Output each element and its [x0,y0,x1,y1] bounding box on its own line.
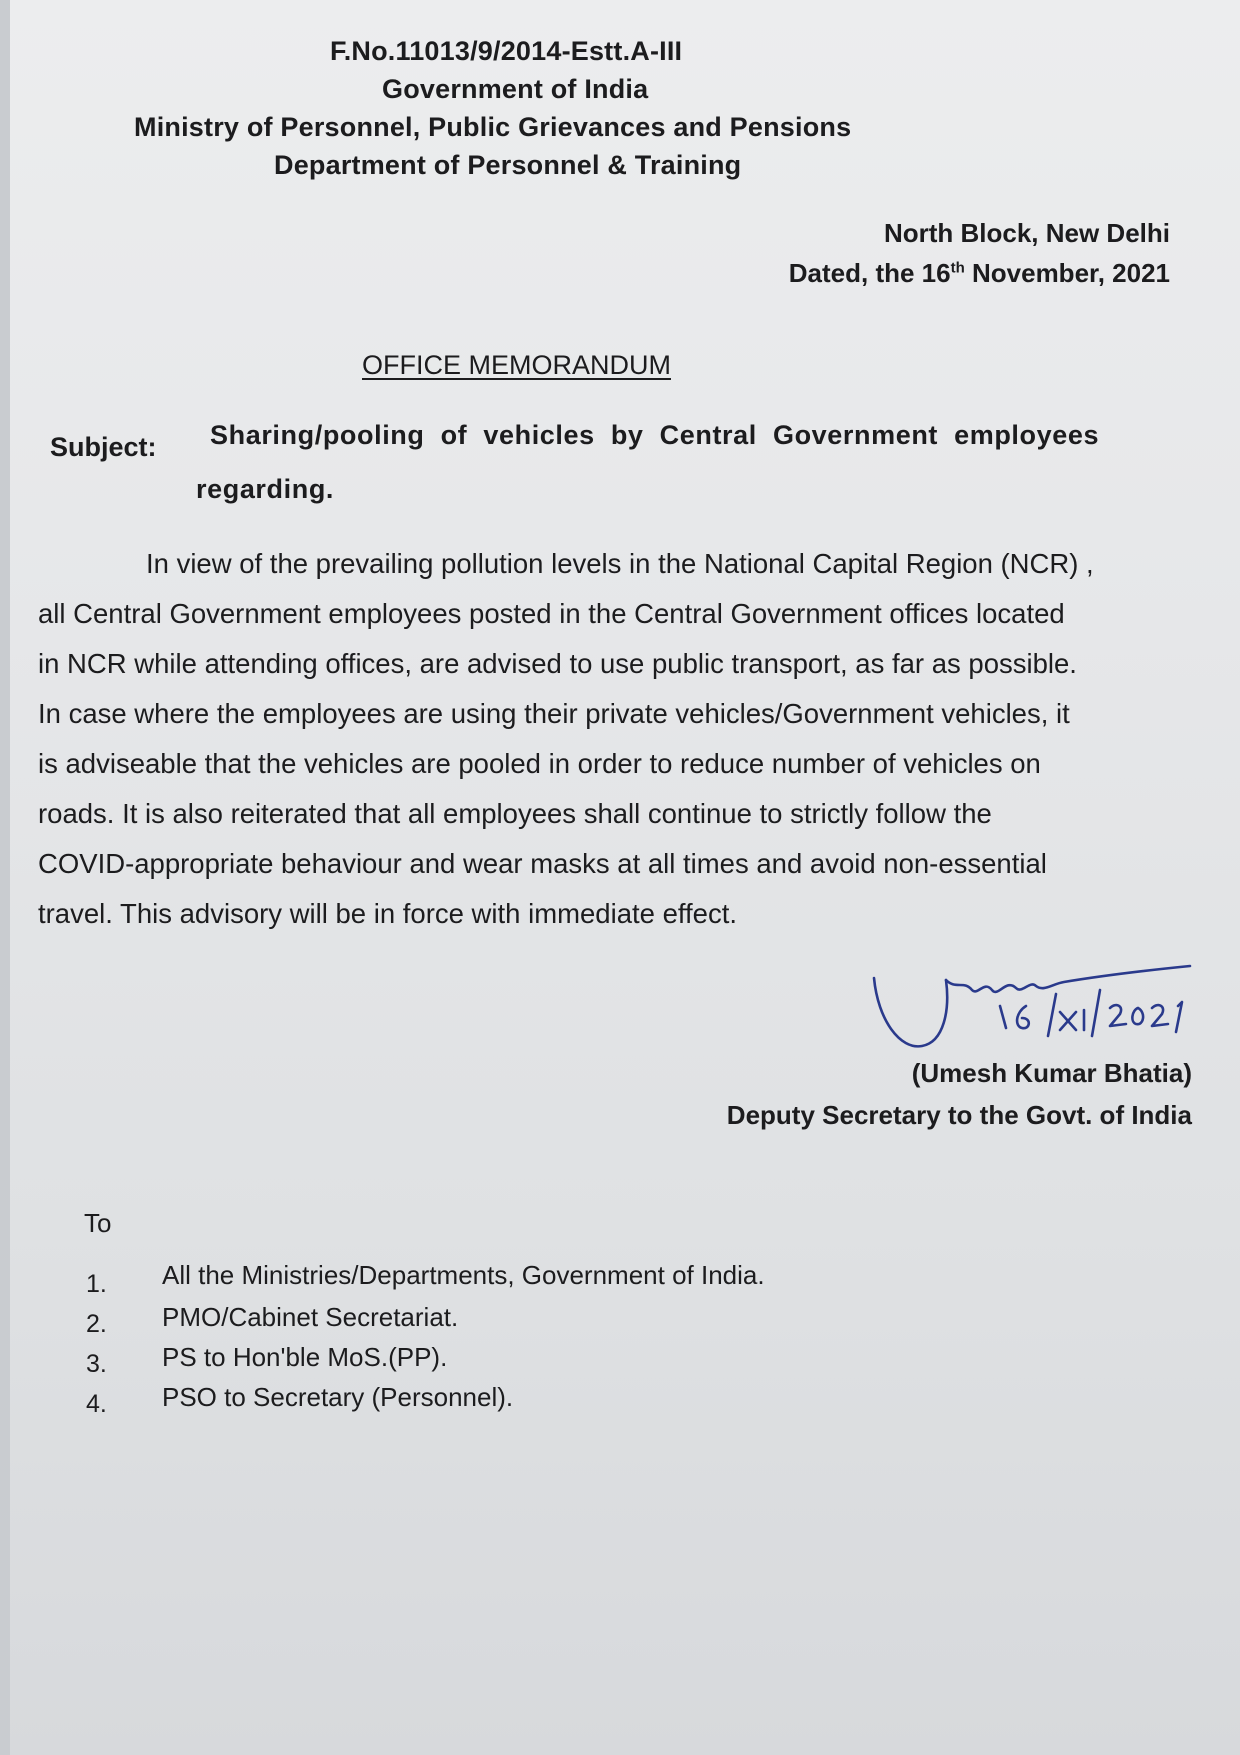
body-line: is adviseable that the vehicles are pooled in order to reduce number of vehicles on [38,748,1041,779]
distribution-item: All the Ministries/Departments, Government of India. [162,1260,765,1290]
body-line: in NCR while attending offices, are advised to use public transport, as far as possible. [38,648,1077,679]
government-name: Government of India [382,74,649,104]
document-page [10,0,1240,1755]
signatory-designation: Deputy Secretary to the Govt. of India [726,1100,1192,1130]
memo-title: OFFICE MEMORANDUM [362,350,671,380]
body-line: In view of the prevailing pollution levels in the National Capital Region (NCR) , [146,548,1094,579]
date-suffix: November, 2021 [964,258,1170,288]
distribution-item: PMO/Cabinet Secretariat. [162,1302,459,1332]
body-line: COVID-appropriate behaviour and wear masks at all times and avoid non-essential [38,848,1047,879]
department-name: Department of Personnel & Training [274,150,742,180]
date-prefix: Dated, the 16 [788,258,951,288]
subject-line-2: regarding. [196,474,335,504]
distribution-number: 2. [86,1310,107,1338]
body-line: travel. This advisory will be in force with immediate effect. [38,898,737,929]
body-line: roads. It is also reiterated that all employees shall continue to strictly follow the [38,798,992,829]
body-line: all Central Government employees posted in the Central Government offices located [38,598,1065,629]
distribution-item: PS to Hon'ble MoS.(PP). [162,1342,448,1372]
to-label: To [84,1208,112,1238]
handwritten-signature [860,950,1220,1070]
date-superscript: th [950,259,965,277]
place: North Block, New Delhi [883,218,1170,248]
distribution-number: 1. [86,1270,107,1298]
date-line [789,258,1170,289]
subject-line-1: Sharing/pooling of vehicles by Central Government employees [210,420,1100,450]
distribution-number: 3. [86,1350,107,1378]
distribution-number: 4. [86,1390,107,1418]
distribution-item: PSO to Secretary (Personnel). [162,1382,514,1412]
subject-label: Subject: [50,432,157,462]
file-number: F.No.11013/9/2014-Estt.A-III [330,36,683,66]
body-line: In case where the employees are using their private vehicles/Government vehicles, it [38,698,1070,729]
ministry-name: Ministry of Personnel, Public Grievances and Pensions [134,112,852,142]
signatory-name: (Umesh Kumar Bhatia) [911,1058,1192,1088]
